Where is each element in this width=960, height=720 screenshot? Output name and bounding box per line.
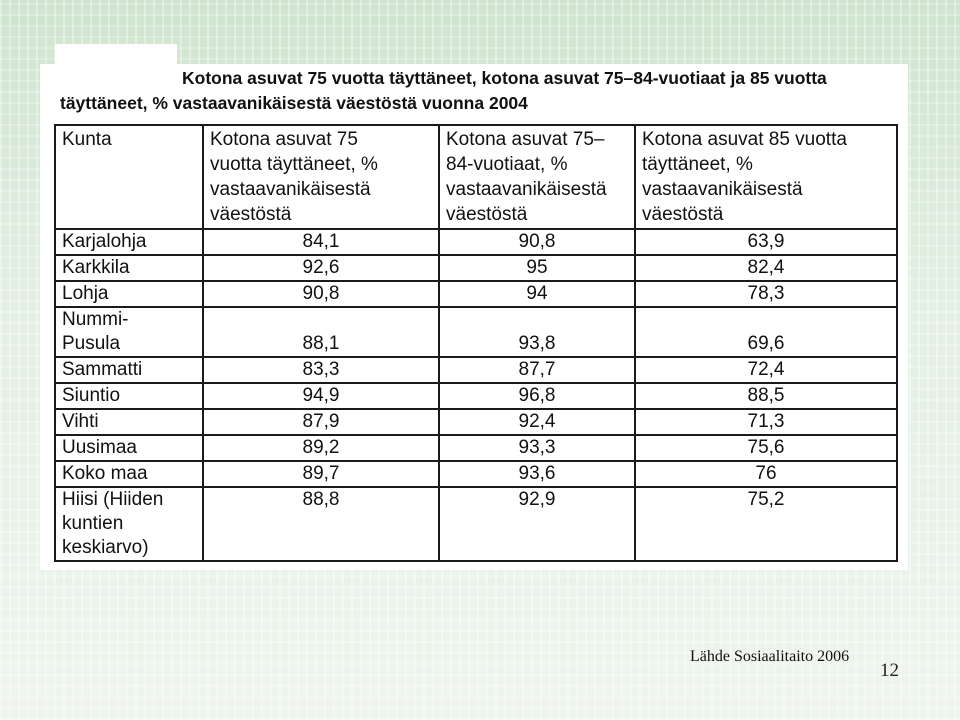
cell-value: 93,6 bbox=[439, 461, 635, 487]
cell-value: 87,9 bbox=[203, 409, 439, 435]
cell-value: 83,3 bbox=[203, 357, 439, 383]
cell-value: 94 bbox=[439, 281, 635, 307]
source-note: Lähde Sosiaalitaito 2006 bbox=[690, 648, 850, 665]
cell-value: 76 bbox=[635, 461, 897, 487]
cell-value: 71,3 bbox=[635, 409, 897, 435]
page-number: 12 bbox=[880, 660, 899, 681]
cell-value: 88,8 bbox=[203, 487, 439, 561]
row-label: Karkkila bbox=[55, 255, 203, 281]
cell-value: 89,7 bbox=[203, 461, 439, 487]
column-header-kunta: Kunta bbox=[55, 125, 203, 229]
table-row bbox=[55, 409, 897, 435]
column-header-75-84: Kotona asuvat 75– 84-vuotiaat, % vastaavanikäisestä väestöstä bbox=[439, 125, 635, 229]
cell-value: 96,8 bbox=[439, 383, 635, 409]
cell-value: 72,4 bbox=[635, 357, 897, 383]
row-label: Uusimaa bbox=[55, 435, 203, 461]
cell-value: 75,2 bbox=[635, 487, 897, 561]
table-row bbox=[55, 487, 897, 561]
cell-value: 93,3 bbox=[439, 435, 635, 461]
cell-value: 94,9 bbox=[203, 383, 439, 409]
cell-value: 90,8 bbox=[439, 229, 635, 255]
cell-value: 89,2 bbox=[203, 435, 439, 461]
table-header-row bbox=[55, 125, 897, 229]
row-label: Vihti bbox=[55, 409, 203, 435]
cell-value: 90,8 bbox=[203, 281, 439, 307]
table-row bbox=[55, 307, 897, 357]
table-row bbox=[55, 461, 897, 487]
column-header-85-plus: Kotona asuvat 85 vuotta täyttäneet, % vastaavanikäisestä väestöstä bbox=[635, 125, 897, 229]
row-label: Lohja bbox=[55, 281, 203, 307]
table-row bbox=[55, 281, 897, 307]
column-header-75-plus: Kotona asuvat 75 vuotta täyttäneet, % vastaavanikäisestä väestöstä bbox=[203, 125, 439, 229]
row-label: Siuntio bbox=[55, 383, 203, 409]
data-table bbox=[54, 124, 898, 562]
row-label: Hiisi (Hiiden kuntien keskiarvo) bbox=[55, 487, 203, 561]
cell-value: 78,3 bbox=[635, 281, 897, 307]
cell-value: 92,6 bbox=[203, 255, 439, 281]
cell-value: 84,1 bbox=[203, 229, 439, 255]
table-row bbox=[55, 357, 897, 383]
row-label: Sammatti bbox=[55, 357, 203, 383]
table-row bbox=[55, 435, 897, 461]
cell-value: 93,8 bbox=[439, 307, 635, 357]
row-label: Karjalohja bbox=[55, 229, 203, 255]
cell-value: 75,6 bbox=[635, 435, 897, 461]
cell-value: 63,9 bbox=[635, 229, 897, 255]
cell-value: 92,9 bbox=[439, 487, 635, 561]
cell-value: 87,7 bbox=[439, 357, 635, 383]
cell-value: 92,4 bbox=[439, 409, 635, 435]
cell-value: 69,6 bbox=[635, 307, 897, 357]
table-row bbox=[55, 229, 897, 255]
table-row bbox=[55, 255, 897, 281]
document-title: Kotona asuvat 75 vuotta täyttäneet, kotona asuvat 75–84-vuotiaat ja 85 vuotta täyttäneet, % vastaavanikäisestä väestöstä vuonna 2004 bbox=[60, 68, 827, 113]
panel-tab bbox=[55, 44, 177, 66]
row-label: Koko maa bbox=[55, 461, 203, 487]
table-row bbox=[55, 383, 897, 409]
row-label: Nummi- Pusula bbox=[55, 307, 203, 357]
cell-value: 95 bbox=[439, 255, 635, 281]
cell-value: 88,1 bbox=[203, 307, 439, 357]
cell-value: 82,4 bbox=[635, 255, 897, 281]
cell-value: 88,5 bbox=[635, 383, 897, 409]
